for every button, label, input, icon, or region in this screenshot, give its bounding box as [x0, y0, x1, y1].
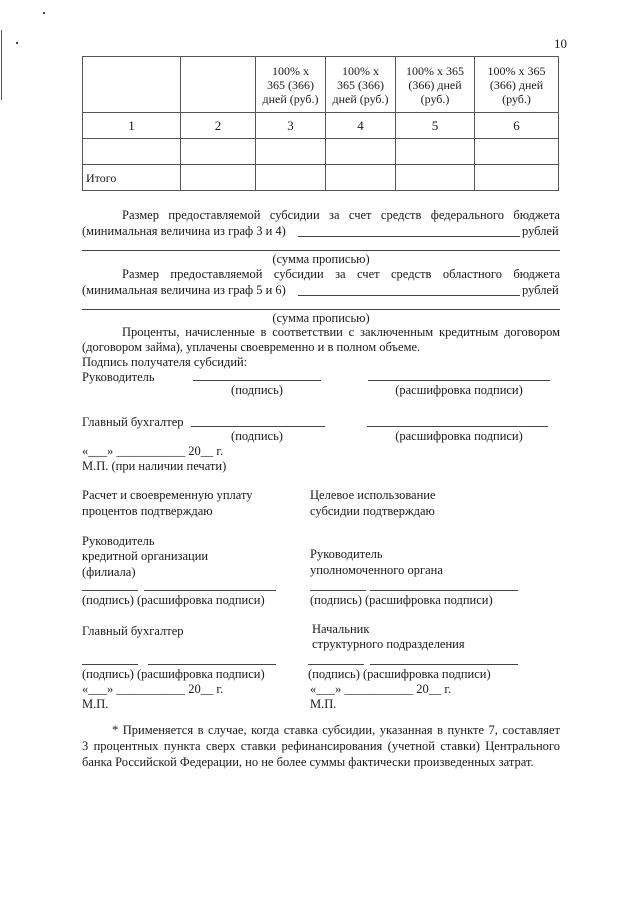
table-row [83, 139, 559, 165]
scan-margin-mark [1, 30, 2, 100]
regional-subsidy-line2-prefix: (минимальная величина из граф 5 и 6) [82, 283, 286, 297]
bank-sign-captions: (подпись) (расшифровка подписи) [82, 593, 265, 607]
regional-amount-field[interactable] [298, 295, 520, 296]
bank-accountant-decoding-field[interactable] [148, 664, 276, 665]
table-header-cell: 100% x 365 (366) дней (руб.) [475, 57, 559, 113]
total-cell[interactable] [396, 165, 475, 191]
table-header-cell: 100% x 365 (366) дней (руб.) [256, 57, 326, 113]
subsidy-calculation-table [82, 56, 559, 191]
total-cell[interactable] [326, 165, 396, 191]
federal-amount-words-caption: (сумма прописью) [272, 252, 370, 266]
decoding-caption: (расшифровка подписи) [395, 429, 523, 443]
regional-amount-words-caption: (сумма прописью) [272, 311, 370, 325]
bank-stamp-label: М.П. [82, 697, 109, 711]
footnote-line1: * Применяется в случае, когда ставка субсидии, указанная в пункте 7, составляет [112, 723, 560, 737]
signature-caption: (подпись) [231, 429, 283, 443]
column-number: 3 [256, 113, 326, 139]
recipient-signature-title: Подпись получателя субсидий: [82, 355, 248, 369]
bank-head-decoding-field[interactable] [144, 590, 276, 591]
authority-head-decoding-field[interactable] [370, 590, 518, 591]
total-cell[interactable] [181, 165, 256, 191]
recipient-date-field[interactable]: «___» ___________ 20__ г. [82, 444, 224, 458]
federal-rubles-label: рублей [522, 224, 559, 238]
bank-head-line3: (филиала) [82, 565, 136, 579]
authority-head-signature-field[interactable] [310, 590, 366, 591]
decoding-caption: (расшифровка подписи) [395, 383, 523, 397]
recipient-head-label: Руководитель [82, 370, 155, 384]
table-header-cell [181, 57, 256, 113]
page-number: 10 [554, 36, 567, 51]
bank-sign-captions: (подпись) (расшифровка подписи) [82, 667, 265, 681]
federal-subsidy-line2-prefix: (минимальная величина из граф 3 и 4) [82, 224, 286, 238]
interest-paid-line2: (договором займа), уплачены своевременно и в полном объеме. [82, 340, 421, 354]
authority-chief-signature-field[interactable] [308, 664, 364, 665]
bank-accountant-label: Главный бухгалтер [82, 624, 184, 638]
column-number: 5 [396, 113, 475, 139]
authority-head-line2: уполномоченного органа [310, 563, 443, 577]
signature-caption: (подпись) [231, 383, 283, 397]
column-number: 2 [181, 113, 256, 139]
bank-confirm-line1: Расчет и своевременную уплату [82, 488, 253, 502]
recipient-head-decoding-field[interactable] [368, 380, 550, 381]
table-cell[interactable] [83, 139, 181, 165]
bank-head-line1: Руководитель [82, 534, 155, 548]
table-column-number-row [83, 113, 559, 139]
authority-sign-captions: (подпись) (расшифровка подписи) [310, 593, 493, 607]
regional-subsidy-line1: Размер предоставляемой субсидии за счет средств областного бюджета [122, 267, 560, 281]
bank-head-line2: кредитной организации [82, 549, 209, 563]
bank-accountant-signature-field[interactable] [82, 664, 138, 665]
total-label: Итого [83, 165, 181, 191]
table-header-cell: 100% x 365 (366) дней (руб.) [396, 57, 475, 113]
interest-paid-line1: Проценты, начисленные в соответствии с заключенным кредитным договором [122, 325, 560, 339]
bank-confirm-line2: процентов подтверждаю [82, 504, 213, 518]
regional-rubles-label: рублей [522, 283, 559, 297]
column-number: 6 [475, 113, 559, 139]
authority-chief-decoding-field[interactable] [370, 664, 518, 665]
table-header-cell: 100% x 365 (366) дней (руб.) [326, 57, 396, 113]
footnote-line2: 3 процентных пункта сверх ставки рефинансирования (учетной ставки) Центрального [82, 739, 560, 753]
total-cell[interactable] [475, 165, 559, 191]
scan-speck [16, 42, 18, 44]
federal-amount-field[interactable] [298, 236, 520, 237]
table-cell[interactable] [475, 139, 559, 165]
authority-head-line1: Руководитель [310, 547, 383, 561]
federal-amount-words-field[interactable] [82, 250, 560, 251]
bank-head-signature-field[interactable] [82, 590, 138, 591]
authority-confirm-line2: субсидии подтверждаю [310, 504, 435, 518]
scan-speck [43, 12, 45, 14]
table-header-row [83, 57, 559, 113]
table-header-cell [83, 57, 181, 113]
recipient-head-signature-field[interactable] [193, 380, 321, 381]
column-number: 1 [83, 113, 181, 139]
table-cell[interactable] [396, 139, 475, 165]
table-cell[interactable] [181, 139, 256, 165]
authority-stamp-label: М.П. [310, 697, 337, 711]
recipient-stamp-label: М.П. (при наличии печати) [82, 459, 227, 473]
table-cell[interactable] [326, 139, 396, 165]
authority-chief-line1: Начальник [312, 622, 370, 636]
recipient-accountant-label: Главный бухгалтер [82, 415, 184, 429]
authority-sign-captions: (подпись) (расшифровка подписи) [308, 667, 491, 681]
recipient-accountant-decoding-field[interactable] [367, 426, 548, 427]
bank-date-field[interactable]: «___» ___________ 20__ г. [82, 682, 224, 696]
authority-confirm-line1: Целевое использование [310, 488, 436, 502]
federal-subsidy-line1: Размер предоставляемой субсидии за счет средств федерального бюджета [122, 208, 560, 222]
footnote-line3: банка Российской Федерации, но не более суммы фактически произведенных затрат. [82, 755, 534, 769]
authority-date-field[interactable]: «___» ___________ 20__ г. [310, 682, 452, 696]
table-cell[interactable] [256, 139, 326, 165]
column-number: 4 [326, 113, 396, 139]
authority-chief-line2: структурного подразделения [312, 637, 465, 651]
regional-amount-words-field[interactable] [82, 309, 560, 310]
recipient-accountant-signature-field[interactable] [191, 426, 325, 427]
table-total-row [83, 165, 559, 191]
total-cell[interactable] [256, 165, 326, 191]
